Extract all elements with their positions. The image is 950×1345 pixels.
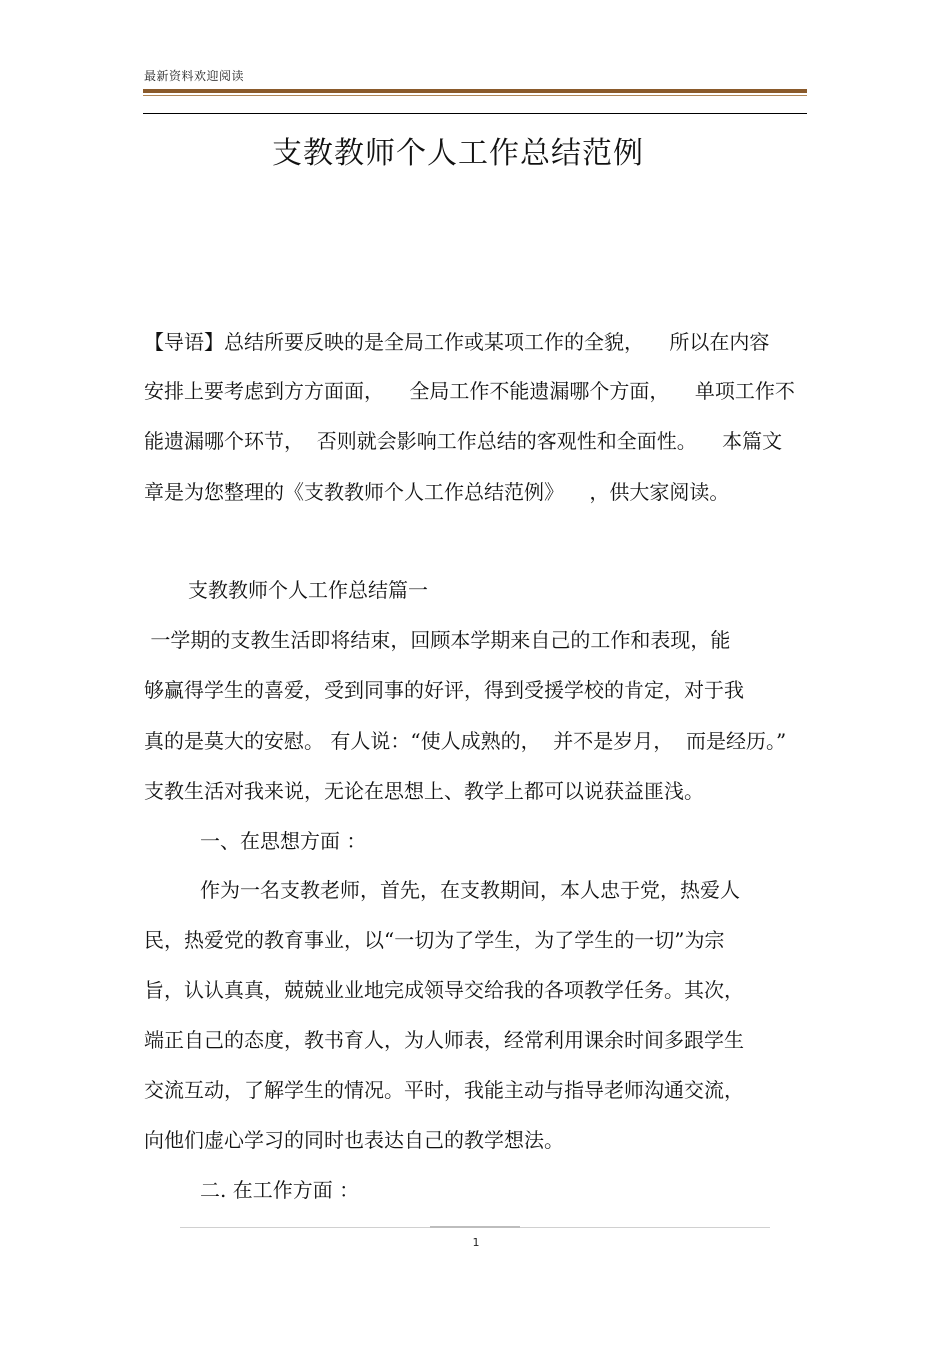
footer-rule-accent <box>430 1226 520 1228</box>
paragraph-line: 作为一名支教老师，首先，在支教期间，本人忠于党，热爱人 <box>200 878 740 902</box>
intro-line: 【导语】总结所要反映的是全局工作或某项工作的全貌， 所以在内容 <box>144 330 770 354</box>
paragraph-line: 真的是莫大的安慰。 有人说：“使人成熟的， 并不是岁月， 而是经历。” <box>144 729 787 753</box>
paragraph-line: 一学期的支教生活即将结束，回顾本学期来自己的工作和表现，能 <box>144 628 731 652</box>
intro-line: 安排上要考虑到方方面面， 全局工作不能遗漏哪个方面， 单项工作不 <box>144 379 795 403</box>
subheading-thought: 一、在思想方面 ： <box>200 829 367 853</box>
paragraph-line: 民，热爱党的教育事业，以“一切为了学生，为了学生的一切”为宗 <box>144 928 725 952</box>
paragraph-line: 够赢得学生的喜爱，受到同事的好评，得到受援学校的肯定，对于我 <box>144 678 744 702</box>
header-rule-thin <box>143 95 807 96</box>
section-heading: 支教教师个人工作总结篇一 <box>188 578 428 602</box>
paragraph-line: 旨，认认真真，兢兢业业地完成领导交给我的各项教学任务。其次， <box>144 978 744 1002</box>
subheading-work: 二. 在工作方面 ： <box>200 1178 360 1202</box>
paragraph-line: 向他们虚心学习的同时也表达自己的教学想法。 <box>144 1128 564 1152</box>
page-number: 1 <box>472 1236 480 1249</box>
intro-line: 章是为您整理的《支教教师个人工作总结范例》 ，供大家阅读。 <box>144 480 730 504</box>
paragraph-line: 交流互动，了解学生的情况。平时，我能主动与指导老师沟通交流， <box>144 1078 744 1102</box>
document-title: 支教教师个人工作总结范例 <box>272 136 644 171</box>
header-rule-thick <box>143 89 807 93</box>
header-rule-black <box>143 113 807 114</box>
paragraph-line: 端正自己的态度，教书育人，为人师表，经常利用课余时间多跟学生 <box>144 1028 744 1052</box>
running-head-text: 最新资料欢迎阅读 <box>144 69 245 83</box>
paragraph-line: 支教生活对我来说，无论在思想上、教学上都可以说获益匪浅。 <box>144 779 704 803</box>
intro-line: 能遗漏哪个环节， 否则就会影响工作总结的客观性和全面性。 本篇文 <box>144 429 783 453</box>
